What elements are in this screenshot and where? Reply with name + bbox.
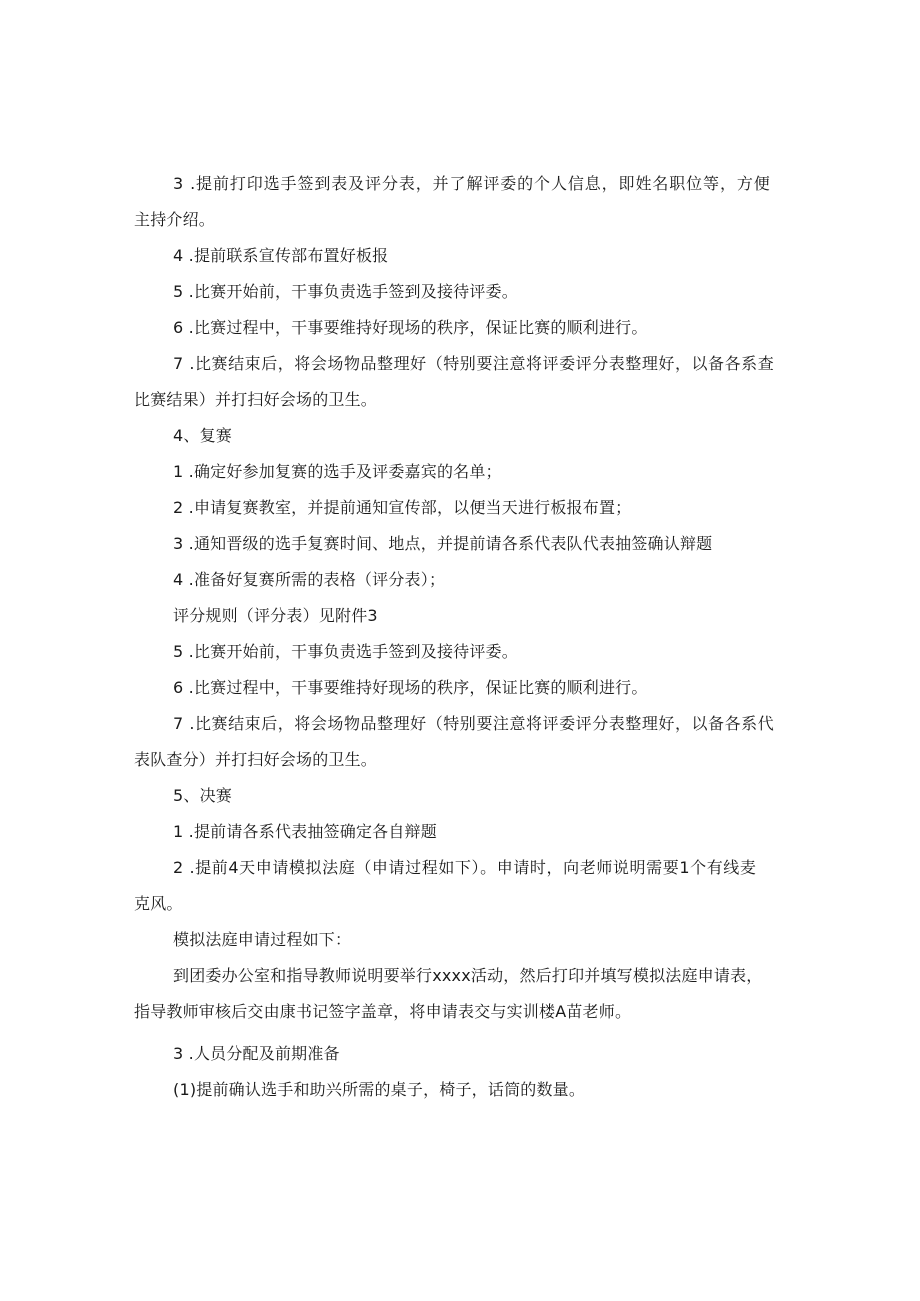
prelim-item-3: 3 .提前打印选手签到表及评分表，并了解评委的个人信息，即姓名职位等，方便 — [173, 174, 771, 193]
final-item-3: 3 .人员分配及前期准备 — [173, 1044, 340, 1063]
semifinal-item-7-cont: 表队查分）并打扫好会场的卫生。 — [134, 750, 378, 769]
prelim-item-4: 4 .提前联系宣传部布置好板报 — [173, 246, 389, 265]
prelim-item-5: 5 .比赛开始前，干事负责选手签到及接待评委。 — [173, 282, 518, 301]
final-item-1: 1 .提前请各系代表抽签确定各自辩题 — [173, 822, 437, 841]
scoring-rules-note: 评分规则（评分表）见附件3 — [173, 606, 378, 625]
moot-court-process: 到团委办公室和指导教师说明要举行xxxx活动，然后打印并填写模拟法庭申请表， — [173, 966, 763, 985]
prelim-item-7-cont: 比赛结果）并打扫好会场的卫生。 — [134, 390, 378, 409]
final-subitem-1: (1)提前确认选手和助兴所需的桌子，椅子，话筒的数量。 — [173, 1080, 586, 1099]
semifinal-item-3: 3 .通知晋级的选手复赛时间、地点，并提前请各系代表队代表抽签确认辩题 — [173, 534, 713, 553]
semifinal-item-7: 7 .比赛结束后，将会场物品整理好（特别要注意将评委评分表整理好，以备各系代 — [173, 714, 775, 733]
moot-court-process-cont: 指导教师审核后交由康书记签字盖章，将申请表交与实训楼A苗老师。 — [134, 1002, 632, 1021]
semifinal-item-2: 2 .申请复赛教室，并提前通知宣传部，以便当天进行板报布置； — [173, 498, 632, 517]
section-heading-final: 5、决赛 — [173, 786, 232, 805]
prelim-item-6: 6 .比赛过程中，干事要维持好现场的秩序，保证比赛的顺利进行。 — [173, 318, 648, 337]
section-heading-semifinal: 4、复赛 — [173, 426, 232, 445]
prelim-item-3-cont: 主持介绍。 — [134, 210, 216, 229]
final-item-2: 2 .提前4天申请模拟法庭（申请过程如下）。申请时，向老师说明需要1个有线麦 — [173, 858, 757, 877]
final-item-2-cont: 克风。 — [134, 894, 183, 913]
semifinal-item-1: 1 .确定好参加复赛的选手及评委嘉宾的名单； — [173, 462, 502, 481]
semifinal-item-4: 4 .准备好复赛所需的表格（评分表）； — [173, 570, 446, 589]
semifinal-item-5: 5 .比赛开始前，干事负责选手签到及接待评委。 — [173, 642, 518, 661]
semifinal-item-6: 6 .比赛过程中，干事要维持好现场的秩序，保证比赛的顺利进行。 — [173, 678, 648, 697]
moot-court-heading: 模拟法庭申请过程如下： — [173, 930, 352, 949]
prelim-item-7: 7 .比赛结束后，将会场物品整理好（特别要注意将评委评分表整理好，以备各系查 — [173, 354, 775, 373]
